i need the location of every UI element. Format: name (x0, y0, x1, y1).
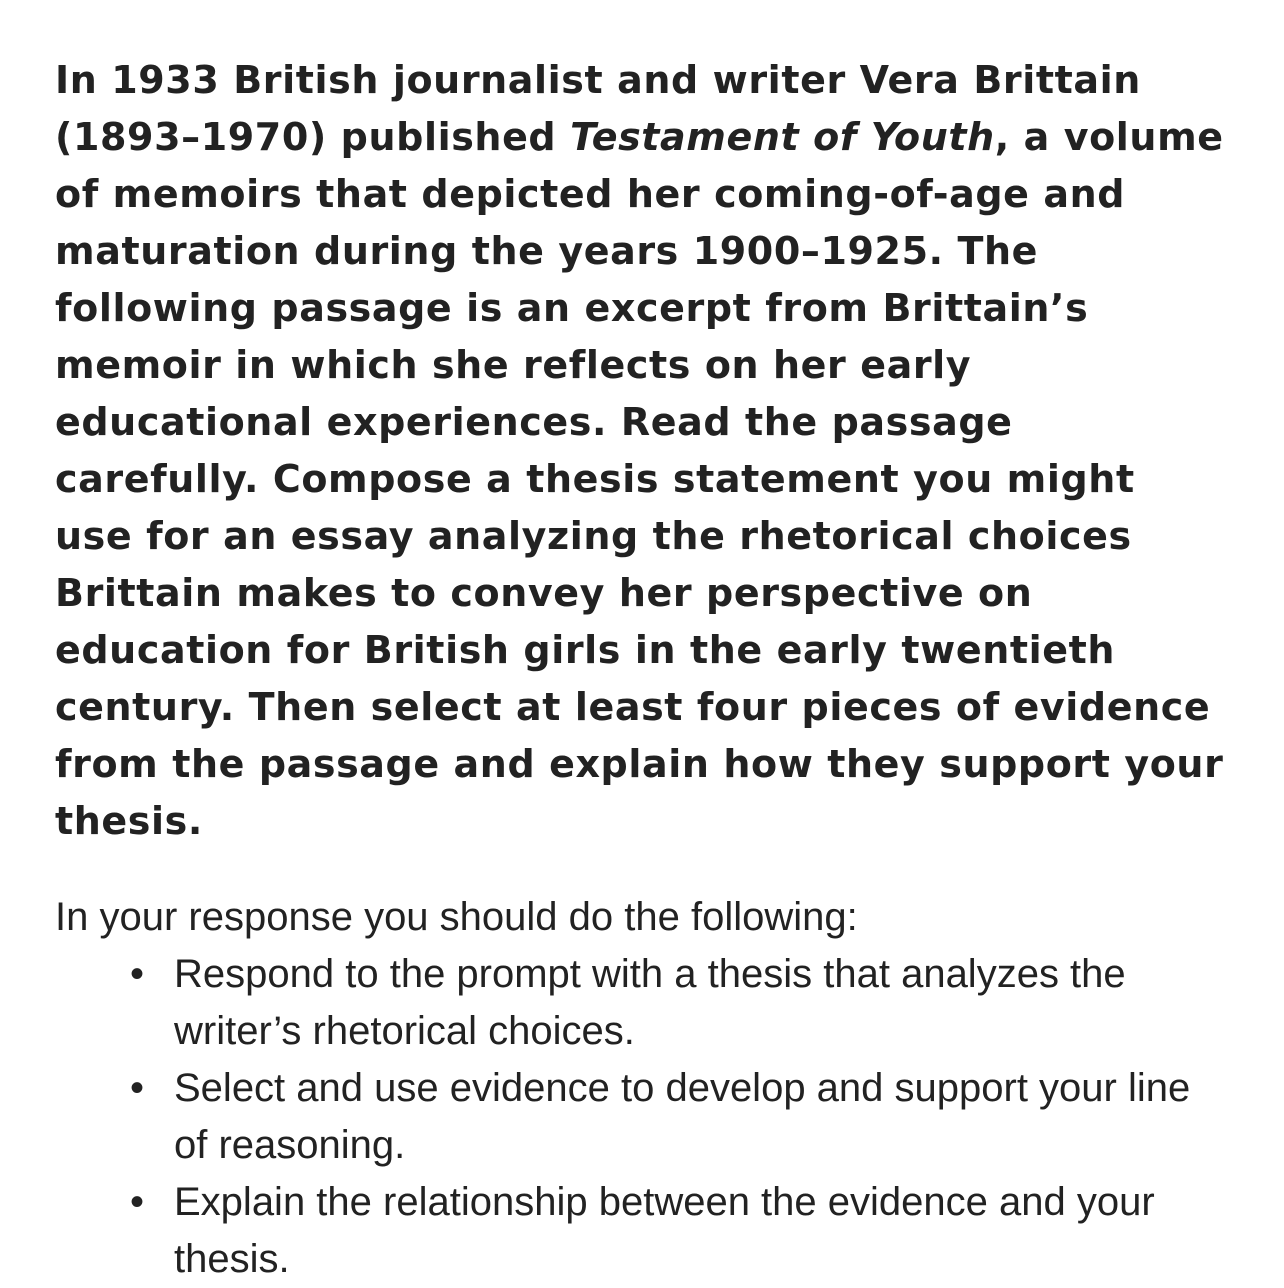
list-item (55, 1060, 1225, 1174)
list-item-text: Select and use evidence to develop and support your line of reasoning. (174, 1066, 1191, 1167)
list-item (55, 1174, 1225, 1288)
prompt-text-body: , a volume of memoirs that depicted her coming-of-age and maturation during the years 1900–1925. The following passage is an excerpt from Brittain’s memoir in which she reflects on her early educational experiences. Read the passage carefully. Compose a thesis statement you might use for an essay analyzing the rhetorical choices Brittain makes to convey her perspective on education for British girls in the early twentieth century. Then select at least four pieces of evidence from the passage and explain how they support your thesis. (55, 115, 1224, 843)
document-content (55, 52, 1225, 1288)
essay-prompt (55, 52, 1225, 850)
prompt-text-intro: In 1933 British journalist and writer Vera Brittain (1893–1970) published (55, 58, 1141, 159)
instructions-intro: In your response you should do the following: (55, 895, 858, 939)
response-instructions (55, 889, 1225, 1288)
list-item-text: Respond to the prompt with a thesis that analyzes the writer’s rhetorical choices. (174, 952, 1126, 1053)
bullet-icon: • (129, 1180, 144, 1224)
requirements-list (55, 946, 1225, 1288)
book-title: Testament of Youth (570, 115, 995, 159)
bullet-icon: • (129, 1066, 144, 1110)
list-item-text: Explain the relationship between the evidence and your thesis. (174, 1180, 1155, 1281)
bullet-icon: • (129, 952, 144, 996)
list-item (55, 946, 1225, 1060)
